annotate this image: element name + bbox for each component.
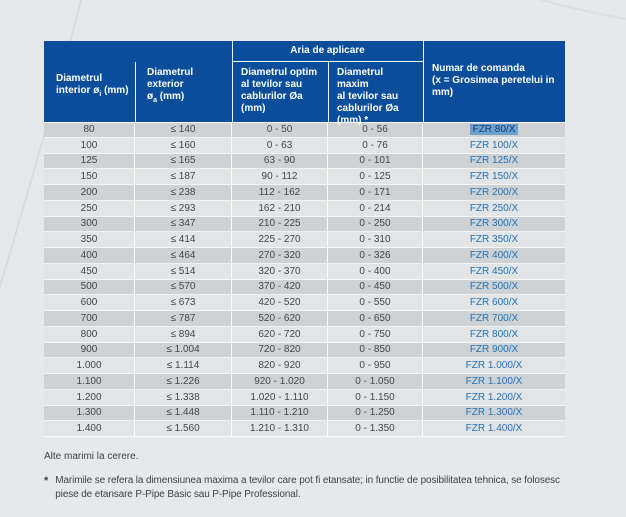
table-row (44, 264, 565, 280)
table-cell: ≤ 1.560 (135, 421, 232, 436)
header-max-diameter: Diametrul maxim al tevilor sau cablurilor Øa (mm) * (337, 67, 399, 126)
table-row (44, 343, 565, 359)
order-code-link[interactable]: FZR 80/X (470, 124, 519, 135)
order-code-cell (423, 201, 565, 216)
table-cell: 63 - 90 (232, 154, 328, 169)
asterisk-marker: * (44, 475, 49, 487)
table-cell: 320 - 370 (232, 264, 328, 279)
table-cell: 600 (44, 295, 135, 310)
table-cell: 80 (44, 122, 135, 137)
header-divider (135, 62, 136, 122)
table-cell: 0 - 750 (328, 327, 423, 342)
table-cell: 0 - 1.150 (328, 390, 423, 405)
table-cell: ≤ 514 (135, 264, 232, 279)
order-code-cell (423, 264, 565, 279)
table-cell: 0 - 450 (328, 280, 423, 295)
header-divider (423, 41, 424, 122)
table-row (44, 295, 565, 311)
table-cell: 420 - 520 (232, 295, 328, 310)
table-cell: 0 - 950 (328, 358, 423, 373)
header-application-area-group: Aria de aplicare (232, 41, 423, 62)
table-cell: 0 - 76 (328, 138, 423, 153)
table-cell: 620 - 720 (232, 327, 328, 342)
table-cell: 450 (44, 264, 135, 279)
order-code-link[interactable]: FZR 1.000/X (465, 360, 523, 372)
order-code-link[interactable]: FZR 150/X (469, 171, 519, 183)
order-code-cell (423, 122, 565, 137)
table-cell: 162 - 210 (232, 201, 328, 216)
table-cell: 210 - 225 (232, 217, 328, 232)
table-cell: 800 (44, 327, 135, 342)
table-cell: ≤ 140 (135, 122, 232, 137)
table-cell: ≤ 1.338 (135, 390, 232, 405)
table-row (44, 232, 565, 248)
order-code-cell (423, 343, 565, 358)
table-cell: ≤ 673 (135, 295, 232, 310)
table-row (44, 327, 565, 343)
table-cell: 720 - 820 (232, 343, 328, 358)
table-cell: 112 - 162 (232, 185, 328, 200)
table-cell: 1.110 - 1.210 (232, 406, 328, 421)
header-optimal-diameter: Diametrul optim al tevilor sau cablurilor Øa (mm) (241, 67, 318, 114)
table-row (44, 390, 565, 406)
table-cell: 200 (44, 185, 135, 200)
order-code-link[interactable]: FZR 500/X (469, 281, 519, 293)
table-header (44, 41, 565, 126)
table-cell: 370 - 420 (232, 280, 328, 295)
table-cell: 270 - 320 (232, 248, 328, 263)
table-cell: 500 (44, 280, 135, 295)
table-cell: 350 (44, 232, 135, 247)
order-code-link[interactable]: FZR 125/X (469, 155, 519, 167)
table-cell: ≤ 414 (135, 232, 232, 247)
order-code-cell (423, 421, 565, 436)
table-cell: ≤ 1.448 (135, 406, 232, 421)
order-code-link[interactable]: FZR 300/X (469, 218, 519, 230)
table-row (44, 122, 565, 138)
header-order-number: Numar de comanda (x = Grosimea peretelui in mm) (432, 63, 555, 98)
table-cell: 0 - 1.050 (328, 374, 423, 389)
table-row (44, 217, 565, 233)
table-cell: 0 - 1.250 (328, 406, 423, 421)
table-cell: 0 - 63 (232, 138, 328, 153)
header-outer-diameter: Diametrul exterior $ø_a$ (mm) (147, 66, 194, 104)
table-cell: ≤ 787 (135, 311, 232, 326)
order-code-cell (423, 154, 565, 169)
table-cell: 900 (44, 343, 135, 358)
table-cell: 0 - 850 (328, 343, 423, 358)
table-cell: ≤ 1.114 (135, 358, 232, 373)
table-cell: 300 (44, 217, 135, 232)
table-body (44, 122, 565, 437)
table-cell: 0 - 650 (328, 311, 423, 326)
table-cell: 0 - 101 (328, 154, 423, 169)
order-code-link[interactable]: FZR 700/X (469, 312, 519, 324)
order-code-link[interactable]: FZR 600/X (469, 297, 519, 309)
order-code-cell (423, 390, 565, 405)
table-cell: ≤ 293 (135, 201, 232, 216)
table-cell: 1.300 (44, 406, 135, 421)
order-code-link[interactable]: FZR 100/X (469, 139, 519, 151)
footnote-text: Marimile se refera la dimensiunea maxima a tevilor care pot fi etansate; in functie de posibilitatea tehnica, se folosesc piese de etansare P-Pipe Basic sau P-Pipe Professional. (55, 475, 560, 500)
table-cell: ≤ 1.226 (135, 374, 232, 389)
table-cell: 920 - 1.020 (232, 374, 328, 389)
table-cell: 0 - 250 (328, 217, 423, 232)
order-code-link[interactable]: FZR 800/X (469, 328, 519, 340)
table-cell: ≤ 347 (135, 217, 232, 232)
order-code-link[interactable]: FZR 350/X (469, 234, 519, 246)
table-cell: 0 - 400 (328, 264, 423, 279)
order-code-link[interactable]: FZR 400/X (469, 249, 519, 261)
table-row (44, 248, 565, 264)
table-cell: 520 - 620 (232, 311, 328, 326)
order-code-cell (423, 280, 565, 295)
table-row (44, 280, 565, 296)
order-code-link[interactable]: FZR 1.300/X (465, 407, 523, 419)
table-cell: 90 - 112 (232, 169, 328, 184)
order-code-cell (423, 138, 565, 153)
table-cell: 1.000 (44, 358, 135, 373)
table-cell: ≤ 894 (135, 327, 232, 342)
table-cell: 0 - 56 (328, 122, 423, 137)
order-code-cell (423, 232, 565, 247)
table-row (44, 185, 565, 201)
table-cell: ≤ 1.004 (135, 343, 232, 358)
table-cell: 1.400 (44, 421, 135, 436)
table-row (44, 169, 565, 185)
table-cell: 0 - 1.350 (328, 421, 423, 436)
table-cell: 0 - 326 (328, 248, 423, 263)
order-code-cell (423, 169, 565, 184)
table-cell: 100 (44, 138, 135, 153)
order-code-cell (423, 406, 565, 421)
header-inner-diameter: Diametrul interior $ø_i$ (mm) (56, 72, 129, 98)
table-row (44, 421, 565, 437)
footnote (44, 474, 560, 502)
table-row (44, 358, 565, 374)
table-cell: 1.020 - 1.110 (232, 390, 328, 405)
table-cell: ≤ 238 (135, 185, 232, 200)
order-code-link[interactable]: FZR 250/X (469, 202, 519, 214)
order-code-cell (423, 374, 565, 389)
table-row (44, 154, 565, 170)
table-cell: 1.200 (44, 390, 135, 405)
product-table (44, 41, 565, 437)
table-cell: 0 - 125 (328, 169, 423, 184)
table-row (44, 406, 565, 422)
table-cell: 150 (44, 169, 135, 184)
order-code-cell (423, 217, 565, 232)
order-code-link[interactable]: FZR 1.400/X (465, 423, 523, 435)
order-code-link[interactable]: FZR 900/X (469, 344, 519, 356)
order-code-cell (423, 248, 565, 263)
table-cell: 0 - 50 (232, 122, 328, 137)
table-cell: ≤ 165 (135, 154, 232, 169)
table-cell: 0 - 550 (328, 295, 423, 310)
order-code-cell (423, 185, 565, 200)
table-cell: 225 - 270 (232, 232, 328, 247)
order-code-link[interactable]: FZR 1.200/X (465, 391, 523, 403)
order-code-link[interactable]: FZR 200/X (469, 186, 519, 198)
table-cell: 1.100 (44, 374, 135, 389)
table-cell: 400 (44, 248, 135, 263)
table-row (44, 374, 565, 390)
table-cell: ≤ 464 (135, 248, 232, 263)
table-row (44, 201, 565, 217)
table-cell: ≤ 570 (135, 280, 232, 295)
table-cell: 700 (44, 311, 135, 326)
table-row (44, 138, 565, 154)
table-cell: 250 (44, 201, 135, 216)
table-cell: ≤ 187 (135, 169, 232, 184)
other-sizes-note: Alte marimi la cerere. (44, 451, 139, 462)
table-row (44, 311, 565, 327)
table-cell: 0 - 214 (328, 201, 423, 216)
header-divider (328, 62, 329, 122)
order-code-cell (423, 358, 565, 373)
table-cell: 0 - 310 (328, 232, 423, 247)
order-code-cell (423, 311, 565, 326)
order-code-link[interactable]: FZR 450/X (469, 265, 519, 277)
order-code-link[interactable]: FZR 1.100/X (465, 375, 523, 387)
table-cell: ≤ 160 (135, 138, 232, 153)
order-code-cell (423, 295, 565, 310)
table-cell: 820 - 920 (232, 358, 328, 373)
table-cell: 1.210 - 1.310 (232, 421, 328, 436)
header-divider (232, 41, 233, 122)
order-code-cell (423, 327, 565, 342)
table-cell: 0 - 171 (328, 185, 423, 200)
table-cell: 125 (44, 154, 135, 169)
